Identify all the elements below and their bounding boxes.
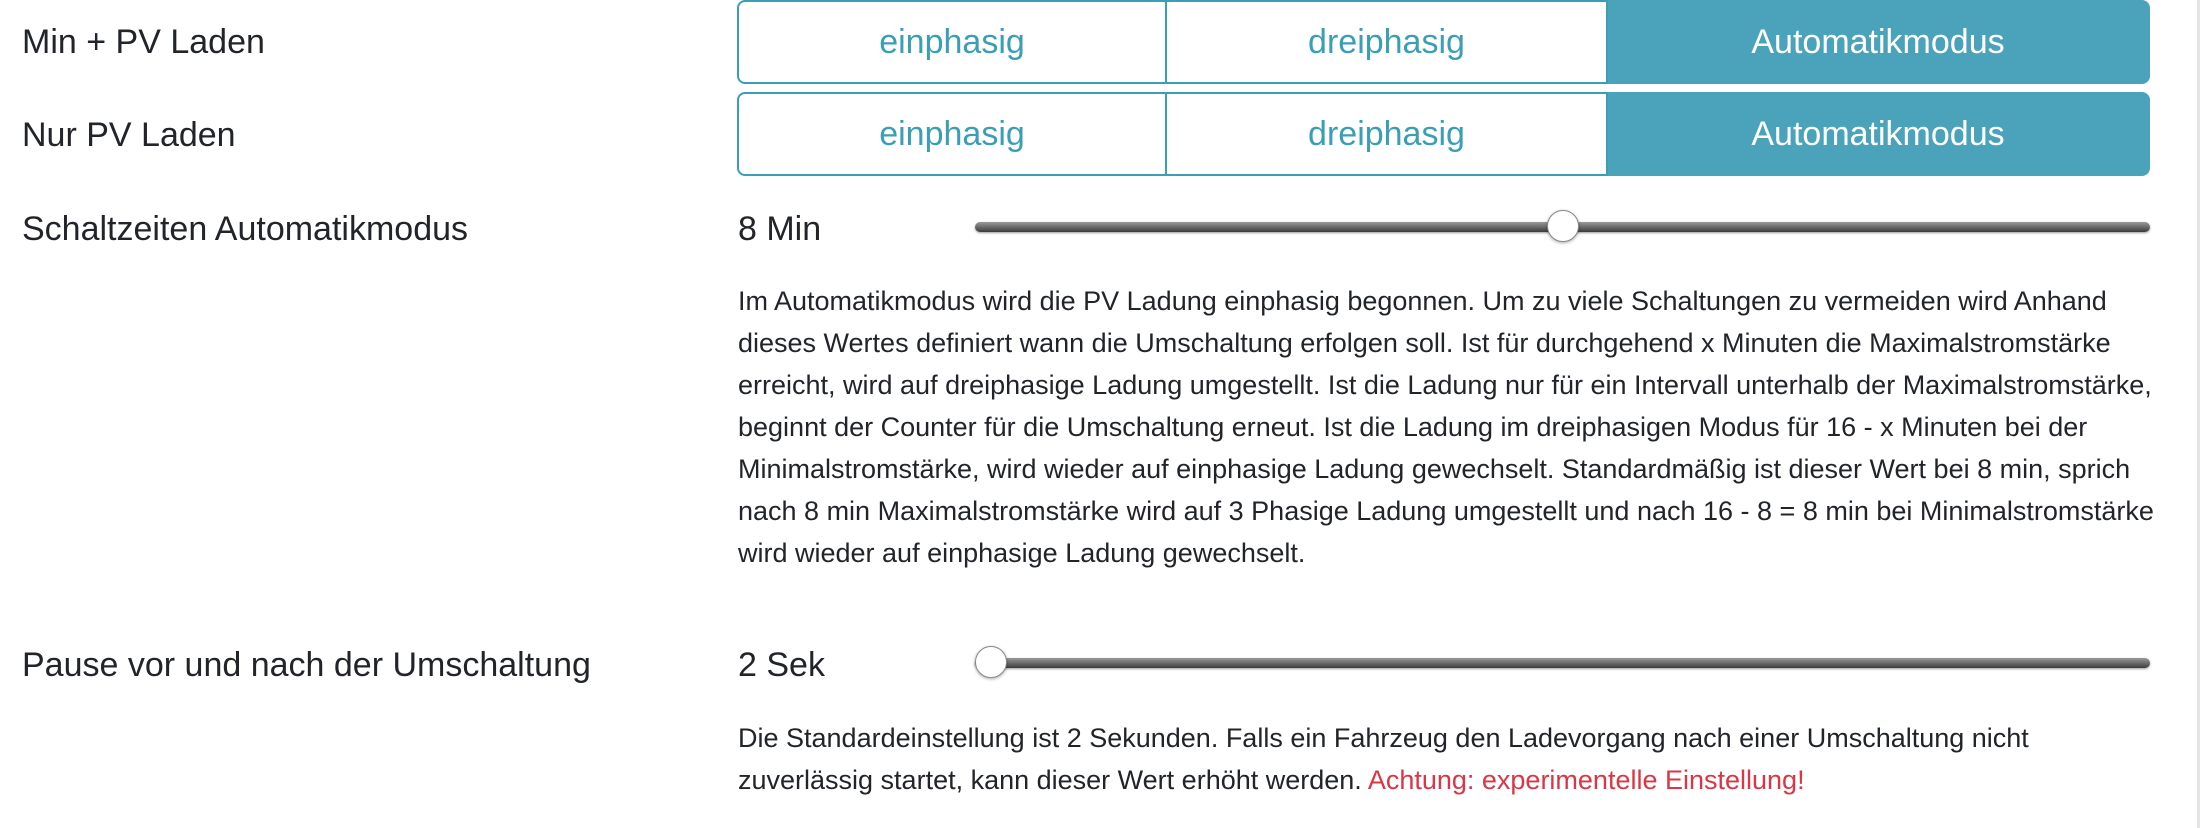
nur-pv-dreiphasig-button[interactable]: dreiphasig (1167, 92, 1608, 176)
pause-value: 2 Sek (738, 646, 825, 684)
pause-slider[interactable] (975, 645, 2150, 685)
schaltzeiten-description: Im Automatikmodus wird die PV Ladung einphasig begonnen. Um zu viele Schaltungen zu vermeiden wird Anhand dieses Wertes definiert wann die Umschaltung erfolgen soll. Ist für durchgehend x Minuten die Maximalstromstärke erreicht, wird auf dreiphasige Ladung umgestellt. Ist die Ladung nur für ein Intervall unterhalb der Maximalstromstärke, beginnt der Counter für die Umschaltung erneut. Ist die Ladung im dreiphasigen Modus für 16 - x Minuten bei der Minimalstromstärke, wird wieder auf einphasige Ladung gewechselt. Standardmäßig ist dieser Wert bei 8 min, sprich nach 8 min Maximalstromstärke wird auf 3 Phasige Ladung umgestellt und nach 16 - 8 = 8 min bei Minimalstromstärke wird wieder auf einphasige Ladung gewechselt. (738, 286, 2154, 568)
min-pv-label: Min + PV Laden (22, 23, 265, 61)
min-pv-dreiphasig-button[interactable]: dreiphasig (1167, 0, 1608, 84)
schaltzeiten-value: 8 Min (738, 210, 822, 248)
min-pv-phase-group (737, 0, 2150, 84)
pause-warning: Achtung: experimentelle Einstellung! (1367, 765, 1805, 795)
nur-pv-label: Nur PV Laden (22, 116, 236, 154)
min-pv-einphasig-button[interactable]: einphasig (737, 0, 1167, 84)
pause-label: Pause vor und nach der Umschaltung (22, 646, 591, 684)
pause-description-text: Die Standardeinstellung ist 2 Sekunden. Falls ein Fahrzeug den Ladevorgang nach einer Umschaltung nicht zuverlässig startet, kann dieser Wert erhöht werden. (738, 723, 2029, 795)
nur-pv-phase-group (737, 92, 2150, 176)
schaltzeiten-slider[interactable] (975, 209, 2150, 249)
pause-description (738, 717, 2168, 801)
min-pv-automatikmodus-button[interactable]: Automatikmodus (1608, 0, 2150, 84)
nur-pv-automatikmodus-button[interactable]: Automatikmodus (1608, 92, 2150, 176)
schaltzeiten-label: Schaltzeiten Automatikmodus (22, 210, 469, 248)
nur-pv-einphasig-button[interactable]: einphasig (737, 92, 1167, 176)
pause-slider-thumb[interactable] (975, 646, 1007, 678)
pause-slider-track[interactable] (975, 658, 2150, 668)
schaltzeiten-slider-thumb[interactable] (1547, 210, 1579, 242)
